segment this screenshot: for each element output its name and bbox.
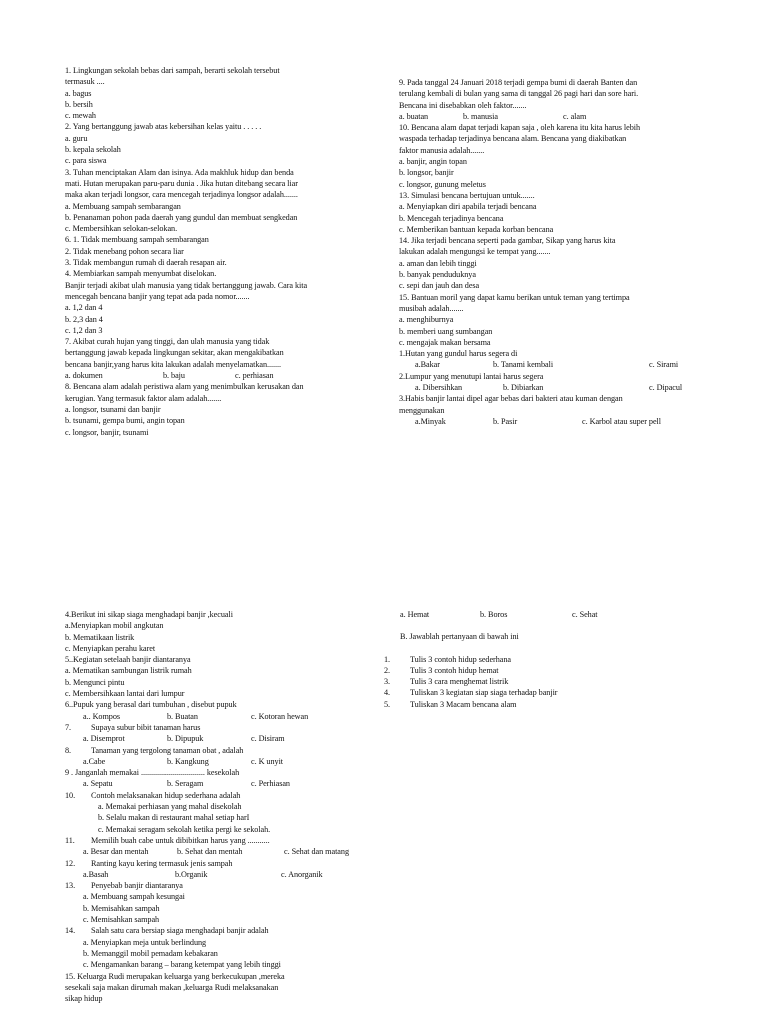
text-line: b. 2,3 dan 4 xyxy=(65,314,103,324)
question-text: Tanaman yang tergolong tanaman obat , adalah xyxy=(91,745,244,755)
text-line: c. Membersihkaan lantai dari lumpur xyxy=(65,689,185,699)
text-line: 4. Membiarkan sampah menyumbat diselokan. xyxy=(65,269,217,279)
text-line: b. tsunami, gempa bumi, angin topan xyxy=(65,416,185,426)
text-line: c. para siswa xyxy=(65,156,107,166)
choice-a: a. dokumen xyxy=(65,371,103,381)
choice-b: b. baju xyxy=(163,371,185,381)
text-line: a. banjir, angin topan xyxy=(399,157,467,167)
text-line: bertanggung jawab kepada lingkungan sekitar, akan mengakibatkan xyxy=(65,348,284,358)
option-line: b. Memanggil mobil pemadam kebakaran xyxy=(83,948,218,958)
text-line: menggunakan xyxy=(399,405,445,415)
text-line: mati. Hutan merupakan paru-paru dunia . Jika hutan ditebang secara liar xyxy=(65,178,298,188)
text-line: 9. Pada tanggal 24 Januari 2018 terjadi gempa bumi di daerah Banten dan xyxy=(399,78,638,87)
text-line: 2. Yang bertanggung jawab atas kebersihan kelas yaitu . . . . . xyxy=(65,122,262,132)
text-line: c. Membersihkan selokan-selokan. xyxy=(65,224,178,234)
text-line: a. aman dan lebih tinggi xyxy=(399,258,477,268)
choice-c: c. Sirami xyxy=(649,360,679,370)
choice-b: b. Sehat dan mentah xyxy=(177,847,243,857)
question-number: 11. xyxy=(65,835,75,845)
choice-row xyxy=(65,711,375,722)
question-text: Ranting kayu kering termasuk jenis sampah xyxy=(91,858,233,868)
choice-c: c. Karbol atau super pell xyxy=(582,416,662,426)
option-line: c. Memisahkan sampah xyxy=(83,915,160,925)
choice-c: c. Dipacul xyxy=(649,383,683,393)
question-text: Tuliskan 3 kegiatan siap siaga terhadap banjir xyxy=(410,688,558,698)
text-line: c. 1,2 dan 3 xyxy=(65,325,103,335)
choice-b: b. Tanami kembali xyxy=(493,360,554,370)
text-line: kerugian. Yang termasuk faktor alam adalah....... xyxy=(65,393,222,403)
text-line: c. mengajak makan bersama xyxy=(399,337,491,347)
text-line: b. banyak penduduknya xyxy=(399,270,476,280)
text-line: b. memberi uang sumbangan xyxy=(399,326,493,336)
choice-b: b.Organik xyxy=(175,869,208,879)
choice-row xyxy=(399,359,709,370)
text-line: 3.Habis banjir lantai dipel agar bebas dari bakteri atau kuman dengan xyxy=(399,394,623,404)
question-line xyxy=(65,925,375,936)
text-line: a. longsor, tsunami dan banjir xyxy=(65,404,161,414)
question-number: 14. xyxy=(65,926,76,936)
question-number: 1. xyxy=(384,654,391,664)
essay-question xyxy=(384,665,710,676)
text-line: 6..Pupuk yang berasal dari tumbuhan , disebut pupuk xyxy=(65,700,237,710)
question-number: 2. xyxy=(384,665,391,675)
text-line: c. longsor, gunung meletus xyxy=(399,179,486,189)
option-line: b. Selalu makan di restaurant mahal setiap harI xyxy=(98,813,250,823)
choice-row xyxy=(399,111,709,122)
text-line: b. kepala sekolah xyxy=(65,145,121,155)
choice-row xyxy=(65,370,370,381)
text-line: a. 1,2 dan 4 xyxy=(65,303,103,313)
option-line: c. Mengamankan barang – barang ketempat yang lebih tinggi xyxy=(83,960,281,970)
text-line: sesekali saja makan dirumah makan ,keluarga Rudi melaksanakan xyxy=(65,982,279,992)
choice-c: c. perhiasan xyxy=(235,371,274,381)
choice-row xyxy=(400,609,710,620)
choice-a: a. Dibersihkan xyxy=(415,383,463,393)
choice-b: b. Seragam xyxy=(167,779,204,789)
text-line: 5..Kegiatan setelaah banjir diantaranya xyxy=(65,655,191,665)
text-line: 2. Tidak menebang pohon secara liar xyxy=(65,246,184,256)
text-line: c. Memberikan bantuan kepada korban bencana xyxy=(399,224,554,234)
question-number: 8. xyxy=(65,745,72,755)
text-line: a. menghiburnya xyxy=(399,315,454,325)
question-text: Tulis 3 contoh hidup sederhana xyxy=(410,654,511,664)
option-line: c. Memakai seragam sekolah ketika pergi ke sekolah. xyxy=(98,824,271,834)
text-line: 14. Jika terjadi bencana seperti pada gambar, Sikap yang harus kita xyxy=(399,236,616,246)
choice-row xyxy=(65,778,375,789)
question-number: 12. xyxy=(65,858,76,868)
essay-question xyxy=(384,676,710,687)
choice-a: a.Minyak xyxy=(415,416,446,426)
text-line: b. Mencegah terjadinya bencana xyxy=(399,213,504,223)
choice-b: b. Pasir xyxy=(493,416,518,426)
choice-c: c. Perhiasan xyxy=(251,779,290,789)
choice-b: b. Kangkung xyxy=(167,756,209,766)
choice-a: a.Cabe xyxy=(83,756,106,766)
choice-row xyxy=(65,733,375,744)
text-line: waspada terhadap terjadinya bencana alam. Bencana yang diakibatkan xyxy=(399,134,627,144)
choice-a: a.Basah xyxy=(83,869,109,879)
top-left-column xyxy=(65,65,370,438)
question-text: Salah satu cara bersiap siaga menghadapi banjir adalah xyxy=(91,926,269,936)
question-number: 7. xyxy=(65,722,72,732)
choice-row xyxy=(65,869,375,880)
essay-question xyxy=(384,654,710,665)
text-line: a. guru xyxy=(65,133,88,143)
choice-a: a. Hemat xyxy=(400,610,430,619)
question-text: Tulis 3 contoh hidup hemat xyxy=(410,665,499,675)
text-line: 15. Bantuan moril yang dapat kamu berikan untuk teman yang tertimpa xyxy=(399,292,630,302)
text-line: maka akan terjadi longsor, cara mencegah terjadinya longsor adalah....... xyxy=(65,190,298,200)
text-line: a. Menyiapkan diri apabila terjadi bencana xyxy=(399,202,537,212)
text-line: 3. Tuhan menciptakan Alam dan isinya. Ada makhluk hidup dan benda xyxy=(65,167,294,177)
choice-c: c. Sehat dan matang xyxy=(284,847,349,857)
text-line: 10. Bencana alam dapat terjadi kapan saja , oleh karena itu kita harus lebih xyxy=(399,123,641,133)
essay-question xyxy=(384,687,710,698)
option-line: a. Memakai perhiasan yang mahal disekolah xyxy=(98,802,242,812)
question-text: Tuliskan 3 Macam bencana alam xyxy=(410,699,517,709)
top-right-column xyxy=(399,77,709,427)
section-title: B. Jawablah pertanyaan di bawah ini xyxy=(400,632,519,642)
choice-b: b. Dipupuk xyxy=(167,734,204,744)
text-line: bencana banjir,yang harus kita lakukan adalah menyelamatkan....... xyxy=(65,359,281,369)
option-line: a. Menyiapkan meja untuk berlindung xyxy=(83,937,207,947)
text-line: b. longsor, banjir xyxy=(399,168,454,178)
question-text: Penyebab banjir diantaranya xyxy=(91,881,183,891)
text-line: c. longsor, banjir, tsunami xyxy=(65,427,149,437)
text-line: lakukan adalah mengungsi ke tempat yang....... xyxy=(399,247,551,257)
text-line: 1.Hutan yang gundul harus segera di xyxy=(399,349,518,359)
question-line xyxy=(65,835,375,846)
choice-row xyxy=(65,756,375,767)
question-line xyxy=(65,858,375,869)
essay-question-list xyxy=(384,654,710,710)
question-text: Supaya subur bibit tanaman harus xyxy=(91,722,201,732)
question-line xyxy=(65,722,375,733)
text-line: b. Penanaman pohon pada daerah yang gundul dan membuat sengkedan xyxy=(65,212,298,222)
choice-a: a. Besar dan mentah xyxy=(83,847,149,857)
question-text: Contoh melaksanakan hidup sederhana adalah xyxy=(91,790,241,800)
question-number: 10. xyxy=(65,790,76,800)
choice-c: c. Anorganik xyxy=(281,869,323,879)
text-line: 15. Keluarga Rudi merupakan keluarga yang berkecukupan ,mereka xyxy=(65,971,285,981)
text-line: 3. Tidak membangun rumah di daerah resapan air. xyxy=(65,258,227,268)
choice-c: c. alam xyxy=(563,111,587,121)
text-line: a.Menyiapkan mobil angkutan xyxy=(65,621,164,631)
text-line: 9 . Janganlah memakai ................................ kesekolah xyxy=(65,768,240,778)
text-line: 6. 1. Tidak membuang sampah sembarangan xyxy=(65,235,209,245)
choice-c: c. Kotoran hewan xyxy=(251,711,309,721)
text-line: mencegah bencana banjir yang tepat ada pada nomor....... xyxy=(65,291,250,301)
text-line: 1. Lingkungan sekolah bebas dari sampah, berarti sekolah tersebut xyxy=(65,66,280,75)
choice-b: b. Buatan xyxy=(167,711,198,721)
question-text: Tulis 3 cara menghemat listrik xyxy=(410,677,509,687)
choice-a: a.. Kompos xyxy=(83,711,121,721)
text-line: sikap hidup xyxy=(65,994,103,1004)
choice-c: c. Sehat xyxy=(572,610,598,619)
text-line: c. Menyiapkan perahu karet xyxy=(65,643,156,653)
question-line xyxy=(65,745,375,756)
text-line: b. bersih xyxy=(65,99,93,109)
question-number: 13. xyxy=(65,881,76,891)
text-line: termasuk .... xyxy=(65,77,105,87)
text-line: a. Membuang sampah sembarangan xyxy=(65,201,181,211)
text-line: c. sepi dan jauh dan desa xyxy=(399,281,480,291)
question-number: 3. xyxy=(384,677,391,687)
text-line: Bencana ini disebabkan oleh faktor....... xyxy=(399,100,527,110)
text-line: c. mewah xyxy=(65,111,96,121)
choice-c: c. Disiram xyxy=(251,734,285,744)
question-text: Memilih buah cabe untuk dibibitkan harus yang ........... xyxy=(91,835,270,845)
choice-row xyxy=(399,416,709,427)
choice-b: b. Boros xyxy=(480,610,508,619)
choice-a: a. Sepatu xyxy=(83,779,113,789)
text-line: a. bagus xyxy=(65,88,92,98)
choice-b: b. Dibiarkan xyxy=(503,383,544,393)
text-line: 7. Akibat curah hujan yang tinggi, dan ulah manusia yang tidak xyxy=(65,337,270,347)
question-number: 5. xyxy=(384,699,391,709)
bottom-right-column xyxy=(384,609,710,710)
bottom-left-column xyxy=(65,609,375,1004)
text-line: 4.Berikut ini sikap siaga menghadapi banjir ,kecuali xyxy=(65,610,233,619)
choice-a: a. buatan xyxy=(399,111,429,121)
text-line: b. Mematikaan listrik xyxy=(65,632,135,642)
option-line: a. Membuang sampah kesungai xyxy=(83,892,185,902)
choice-a: a.Bakar xyxy=(415,360,440,370)
option-line: b. Memisahkan sampah xyxy=(83,903,160,913)
question-line xyxy=(65,790,375,801)
text-line: 8. Bencana alam adalah peristiwa alam yang menimbulkan kerusakan dan xyxy=(65,382,304,392)
text-line: faktor manusia adalah....... xyxy=(399,145,485,155)
question-number: 4. xyxy=(384,688,391,698)
text-line: 13. Simulasi bencana bertujuan untuk....... xyxy=(399,190,535,200)
text-line: b. Mengunci pintu xyxy=(65,677,125,687)
question-line xyxy=(65,880,375,891)
choice-c: c. K unyit xyxy=(251,756,284,766)
choice-a: a. Disemprot xyxy=(83,734,125,744)
text-line: terulang kembali di bulan yang sama di tanggal 26 pagi hari dan sore hari. xyxy=(399,89,639,99)
text-line: a. Mematikan sambungan listrik rumah xyxy=(65,666,192,676)
text-line: musibah adalah....... xyxy=(399,303,464,313)
text-line: 2.Lumpur yang menutupi lantai harus segera xyxy=(399,371,544,381)
choice-row xyxy=(399,382,709,393)
choice-row xyxy=(65,846,375,857)
text-line: Banjir terjadi akibat ulah manusia yang tidak bertanggung jawab. Cara kita xyxy=(65,280,308,290)
choice-b: b. manusia xyxy=(463,111,498,121)
essay-question xyxy=(384,699,710,710)
